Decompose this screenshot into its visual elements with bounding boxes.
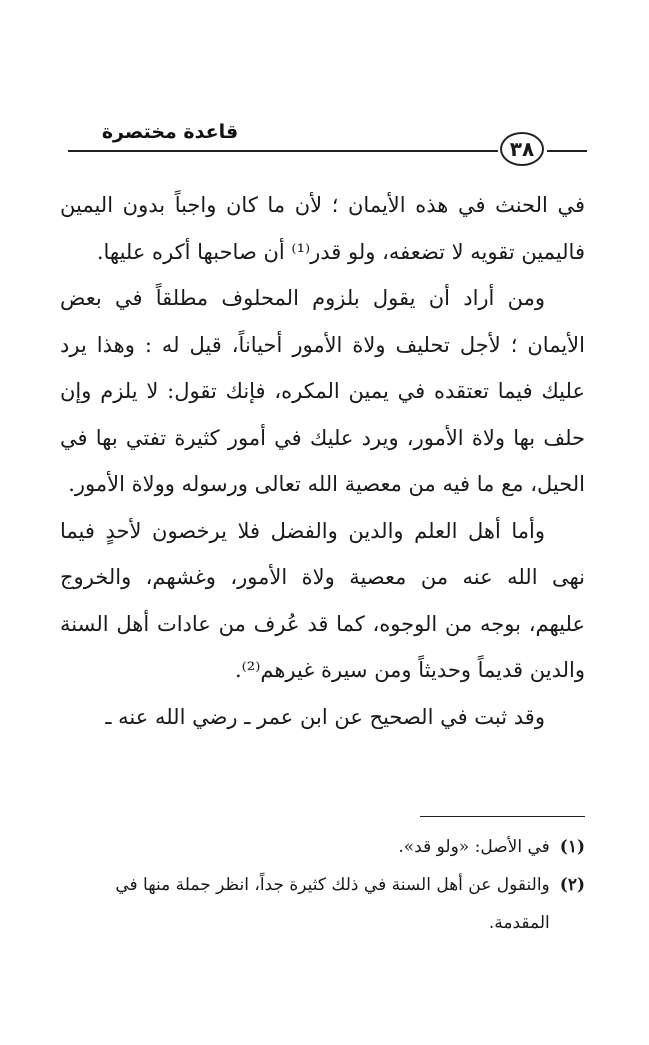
paragraph: في الحنث في هذه الأيمان ؛ لأن ما كان واجباً بدون اليمين فاليمين تقويه لا تضعفه، ولو قدر⁽¹⁾ أن صاحبها أكره عليها. <box>60 193 585 264</box>
footnote-separator <box>420 816 585 817</box>
footnote <box>60 828 585 866</box>
page-header <box>60 118 590 178</box>
running-title: قاعدة مختصرة <box>101 121 239 143</box>
footnote-number: (١) <box>559 837 585 857</box>
footnote-text: في الأصل: «ولو قد». <box>398 837 550 857</box>
paragraph: وأما أهل العلم والدين والفضل فلا يرخصون لأحدٍ فيما نهى الله عنه من معصية ولاة الأمور، وغشهم، والخروج عليهم، بوجه من الوجوه، كما قد عُرف من عادات أهل السنة والدين قديماً وحديثاً ومن سيرة غيرهم⁽²⁾. <box>60 518 585 682</box>
header-rule-short <box>547 150 587 152</box>
header-rule <box>68 150 498 152</box>
paragraph: ومن أراد أن يقول بلزوم المحلوف مطلقاً في بعض الأيمان ؛ لأجل تحليف ولاة الأمور أحياناً، قيل له : وهذا يرد عليك فيما تعتقده في يمين المكره، فإنك تقول: لا يلزم وإن حلف بها ولاة الأمور، ويرد عليك في أمور كثيرة تفتي بها في الحيل، مع ما فيه من معصية الله تعالى ورسوله وولاة الأمور. <box>60 286 585 496</box>
footnote <box>60 866 585 942</box>
main-text <box>60 182 585 740</box>
paragraph: وقد ثبت في الصحيح عن ابن عمر ـ رضي الله عنه ـ <box>105 704 545 729</box>
footnote-text: والنقول عن أهل السنة في ذلك كثيرة جداً، انظر جملة منها في المقدمة. <box>115 875 550 933</box>
footnotes <box>60 828 585 942</box>
footnote-number: (٢) <box>559 875 585 895</box>
page-number: ٣٨ <box>500 132 544 166</box>
